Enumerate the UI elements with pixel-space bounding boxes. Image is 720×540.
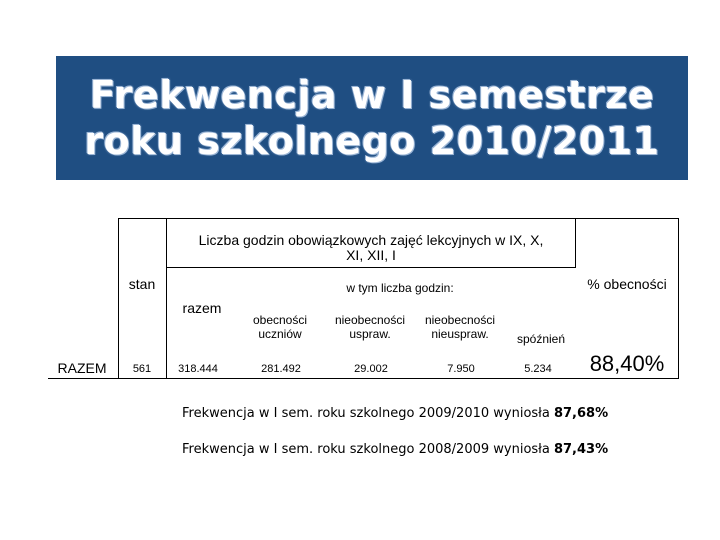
row-percent: 88,40%	[589, 350, 665, 376]
header-nieob-uspraw: nieobecności uspraw.	[334, 313, 406, 341]
table-border	[166, 267, 576, 268]
header-percent: % obecności	[587, 275, 667, 292]
table-border	[166, 218, 167, 378]
title-line-1: Frekwencja w I semestrze	[89, 73, 655, 117]
note-1-value: 87,68%	[553, 406, 609, 421]
table-border	[575, 267, 576, 268]
header-subgroup: w tym liczba godzin:	[346, 281, 454, 295]
note-2008-2009	[182, 442, 608, 457]
row-stan: 561	[132, 362, 152, 375]
row-uspraw: 29.002	[354, 362, 388, 375]
row-razem: 318.444	[178, 362, 218, 375]
header-nieob-nieuspraw: nieobecności nieuspraw.	[424, 313, 496, 341]
note-2-text: Frekwencja w I sem. roku szkolnego 2008/2009 wyniosła	[182, 442, 554, 457]
table-border	[118, 218, 679, 219]
table-border	[118, 218, 119, 378]
row-label: RAZEM	[57, 359, 107, 376]
header-spoznien: spóźnień	[516, 332, 566, 346]
title-line-2: roku szkolnego 2010/2011	[84, 119, 660, 163]
header-razem: razem	[182, 299, 222, 316]
row-nieuspraw: 7.950	[447, 362, 475, 375]
table-border	[48, 378, 679, 379]
note-2-value: 87,43%	[553, 442, 609, 457]
table-border	[678, 218, 679, 378]
header-stan: stan	[128, 275, 156, 292]
header-obecnosci: obecności uczniów	[252, 313, 308, 341]
row-obecnosci: 281.492	[261, 362, 301, 375]
table-border	[575, 218, 576, 267]
header-hours: Liczba godzin obowiązkowych zajęć lekcyjnych w IX, X, XI, XII, I	[198, 232, 544, 263]
note-1-text: Frekwencja w I sem. roku szkolnego 2009/2010 wyniosła	[182, 406, 554, 421]
note-2009-2010	[182, 406, 608, 421]
row-spoznien: 5.234	[524, 362, 552, 375]
